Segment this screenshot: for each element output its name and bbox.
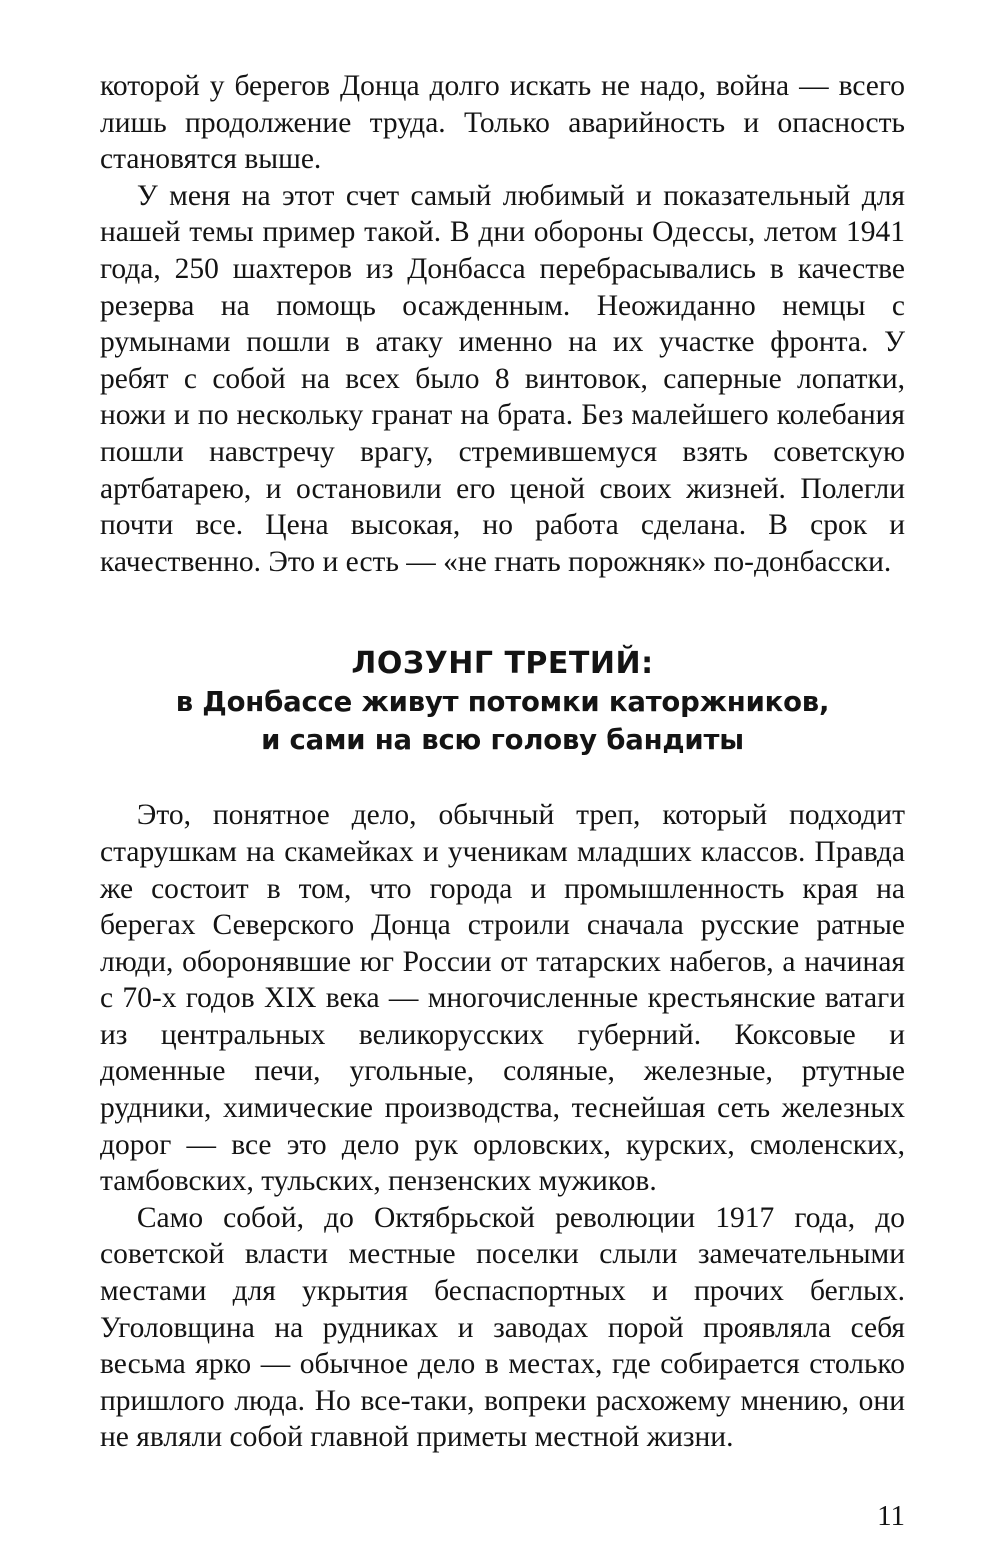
section-heading bbox=[100, 645, 905, 759]
paragraph-revolution: Само собой, до Октябрьской революции 1917 года, до советской власти местные поселки слыли замечательными местами для укрытия беспаспортных и прочих беглых. Уголовщина на рудниках и заводах порой проявляла себя весьма ярко — обычное дело в местах, где собирается столько пришлого люда. Но все-таки, вопреки расхожему мнению, они не являли собой главной приметы местной жизни. bbox=[100, 1201, 905, 1454]
paragraph-odessa-example: У меня на этот счет самый любимый и показательный для нашей темы пример такой. В дни обороны Одессы, летом 1941 года, 250 шахтеров из Донбасса перебрасывались в качестве резерва на помощь осажденным. Неожиданно немцы с румынами пошли в атаку именно на их участке фронта. У ребят с собой на всех было 8 винтовок, саперные лопатки, ножи и по нескольку гранат на брата. Без малейшего колебания пошли навстречу врагу, стремившемуся взять советскую артбатарею, и остановили его ценой своих жизней. Полегли почти все. Цена высокая, но работа сделана. В срок и качественно. Это и есть — «не гнать порожняк» по-донбасски. bbox=[100, 179, 905, 578]
section-heading-subtitle-line-1: в Донбассе живут потомки каторжников, bbox=[175, 686, 830, 719]
text-column bbox=[100, 68, 905, 1456]
page-number: 11 bbox=[877, 1500, 905, 1532]
paragraph-continuation: которой у берегов Донца долго искать не надо, война — всего лишь продолжение труда. Только аварийность и опасность становятся выше. bbox=[100, 70, 905, 176]
section-heading-subtitle-line-2: и сами на всю голову бандиты bbox=[261, 724, 744, 757]
paragraph-history: Это, понятное дело, обычный треп, который подходит старушкам на скамейках и ученикам младших классов. Правда же состоит в том, что города и промышленность края на берегах Северского Донца строили сначала русские ратные люди, оборонявшие юг России от татарских набегов, а начиная с 70-х годов XIX века — многочисленные крестьянские ватаги из центральных великорусских губерний. Коксовые и доменные печи, угольные, соляные, железные, ртутные рудники, химические производства, теснейшая сеть железных дорог — все это дело рук орловских, курских, смоленских, тамбовских, тульских, пензенских мужиков. bbox=[100, 799, 905, 1198]
section-heading-title: ЛОЗУНГ ТРЕТИЙ: bbox=[351, 646, 654, 682]
